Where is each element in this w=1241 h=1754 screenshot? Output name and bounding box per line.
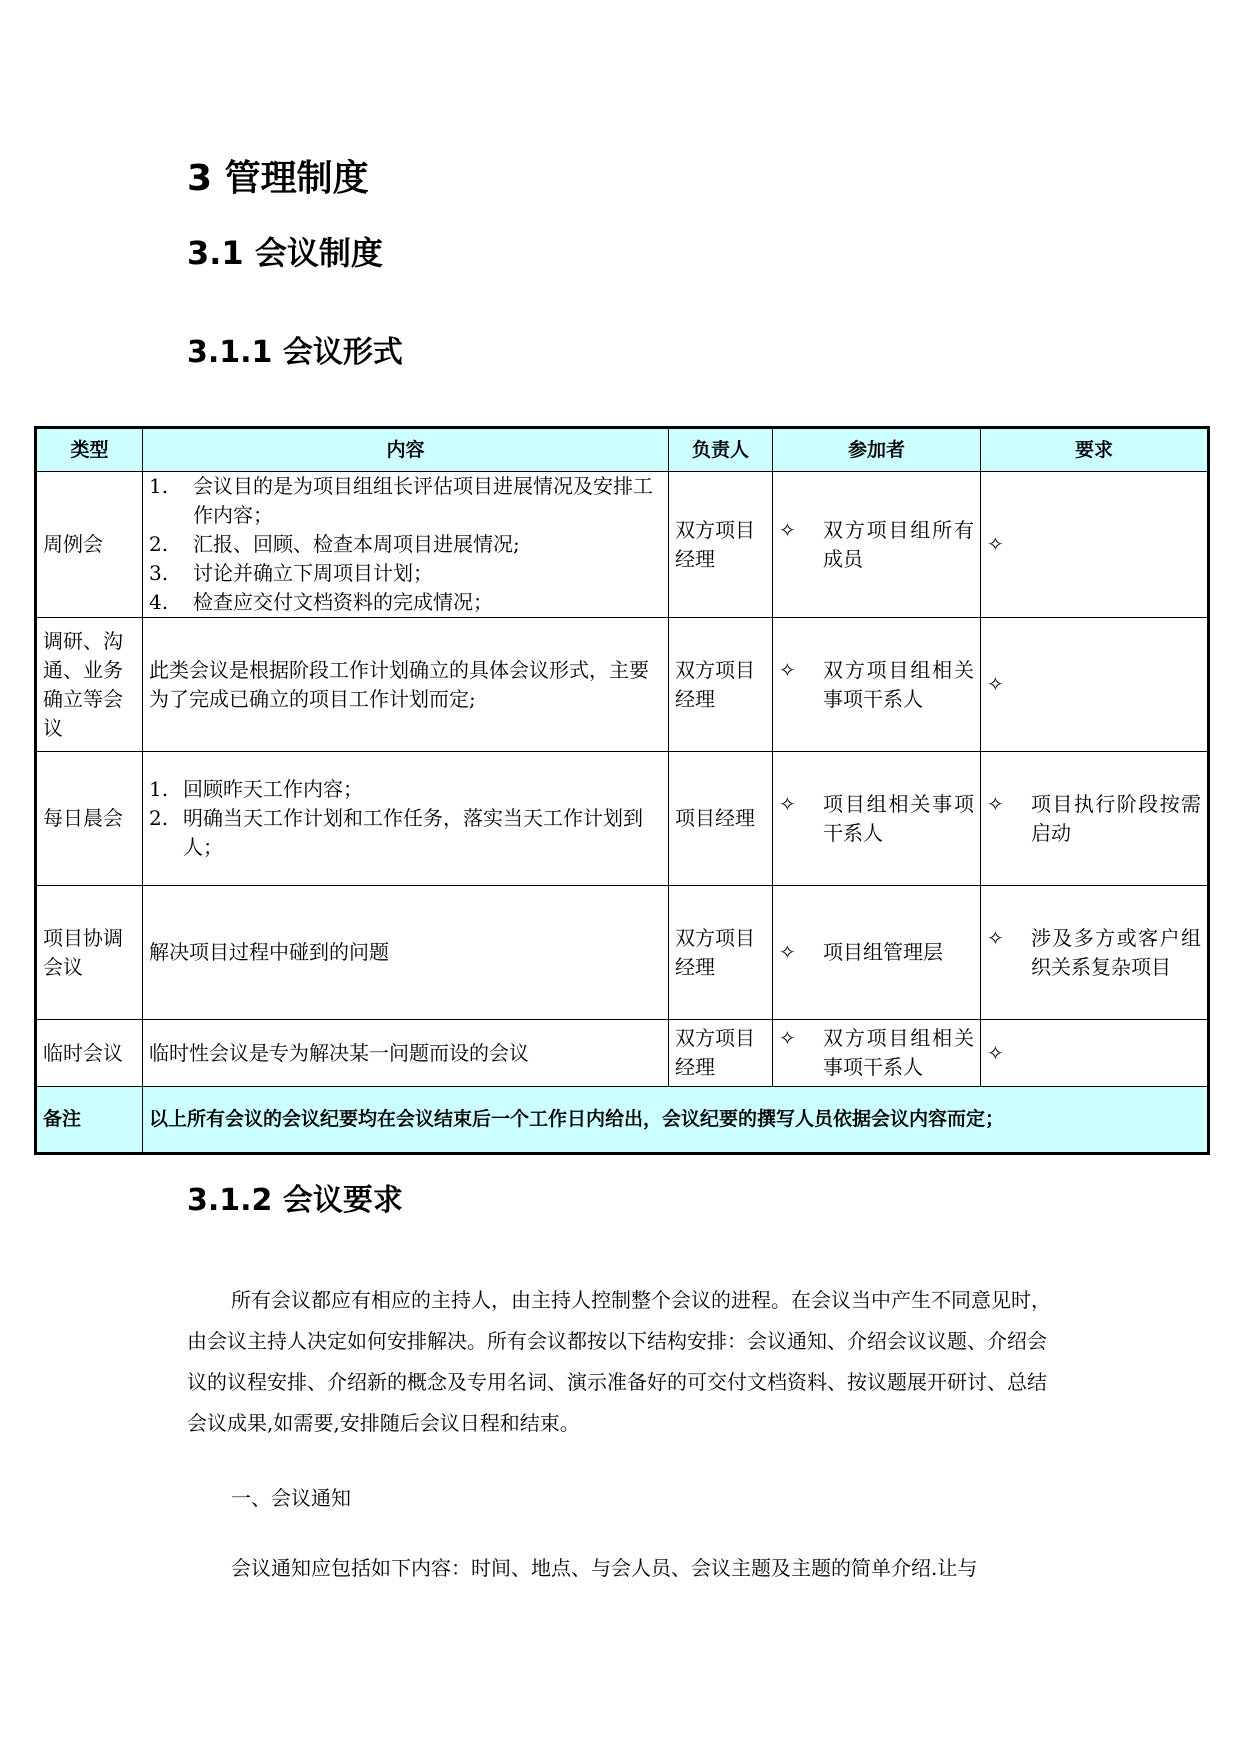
diamond-bullet-icon: ✧ <box>779 1026 796 1050</box>
chapter-heading: 3 管理制度 <box>187 158 369 199</box>
header-content: 内容 <box>143 428 669 472</box>
cell-participants: ✧ 双方项目组所有成员 <box>773 472 981 618</box>
diamond-bullet-icon: ✧ <box>779 791 796 816</box>
list-item: 3. 讨论并确立下周项目计划； <box>149 561 433 585</box>
content-list <box>149 775 662 862</box>
cell-content <box>143 752 669 886</box>
cell-type: 每日晨会 <box>36 752 143 886</box>
cell-requirement <box>981 1020 1209 1087</box>
table-row <box>36 886 1209 1020</box>
note-text: 以上所有会议的会议纪要均在会议结束后一个工作日内给出，会议纪要的撰写人员依据会议内容而定； <box>143 1087 1209 1154</box>
meeting-forms-table <box>34 426 1210 1155</box>
subsection-heading-meeting-forms: 3.1.1 会议形式 <box>187 335 403 370</box>
table-header-row <box>36 428 1209 472</box>
cell-owner: 项目经理 <box>669 752 773 886</box>
diamond-bullet-icon: ✧ <box>987 1040 1004 1065</box>
cell-content: 此类会议是根据阶段工作计划确立的具体会议形式，主要为了完成已确立的项目工作计划而定; <box>143 618 669 752</box>
diamond-bullet-icon: ✧ <box>987 672 1004 696</box>
section-heading: 3.1 会议制度 <box>187 234 383 272</box>
cell-owner: 双方项目经理 <box>669 886 773 1020</box>
content-list <box>149 472 662 617</box>
diamond-bullet-icon: ✧ <box>987 791 1004 816</box>
list-item: 2. 明确当天工作计划和工作任务，落实当天工作计划到人； <box>149 806 643 859</box>
list-item: 1. 会议目的是为项目组组长评估项目进展情况及安排工作内容； <box>149 474 653 527</box>
diamond-bullet-icon: ✧ <box>779 657 796 682</box>
cell-requirement <box>981 472 1209 618</box>
diamond-bullet-icon: ✧ <box>987 532 1004 556</box>
cell-content <box>143 472 669 618</box>
paragraph-notice-heading: 一、会议通知 <box>231 1486 351 1510</box>
cell-requirement: ✧ 项目执行阶段按需启动 <box>981 752 1209 886</box>
paragraph-meeting-structure: 所有会议都应有相应的主持人，由主持人控制整个会议的进程。在会议当中产生不同意见时，由会议主持人决定如何安排解决。所有会议都按以下结构安排：会议通知、介绍会议议题、介绍会议的议程安排、介绍新的概念及专用名词、演示准备好的可交付文档资料、按议题展开研讨、总结会议成果,如需要,安排随后会议日程和结束。 <box>187 1288 1051 1435</box>
header-participants: 参加者 <box>773 428 981 472</box>
diamond-bullet-icon: ✧ <box>779 517 796 542</box>
list-item: 1. 回顾昨天工作内容； <box>149 777 363 801</box>
table-row <box>36 618 1209 752</box>
diamond-bullet-icon: ✧ <box>779 940 796 964</box>
paragraph-notice-content: 会议通知应包括如下内容：时间、地点、与会人员、会议主题及主题的简单介绍.让与 <box>231 1556 978 1580</box>
note-label: 备注 <box>36 1087 143 1154</box>
cell-type: 项目协调会议 <box>36 886 143 1020</box>
list-item: 2. 汇报、回顾、检查本周项目进展情况; <box>149 532 520 556</box>
table-row <box>36 472 1209 618</box>
cell-owner: 双方项目经理 <box>669 1020 773 1087</box>
subsection-heading-meeting-requirements: 3.1.2 会议要求 <box>187 1183 403 1218</box>
cell-participants: ✧ 双方项目组相关事项干系人 <box>773 618 981 752</box>
cell-participants: ✧ 项目组相关事项干系人 <box>773 752 981 886</box>
cell-type: 周例会 <box>36 472 143 618</box>
header-owner: 负责人 <box>669 428 773 472</box>
cell-type: 临时会议 <box>36 1020 143 1087</box>
header-requirement: 要求 <box>981 428 1209 472</box>
diamond-bullet-icon: ✧ <box>987 925 1004 950</box>
list-item: 4. 检查应交付文档资料的完成情况； <box>149 590 493 614</box>
header-type: 类型 <box>36 428 143 472</box>
cell-content: 临时性会议是专为解决某一问题而设的会议 <box>143 1020 669 1087</box>
cell-owner: 双方项目经理 <box>669 472 773 618</box>
cell-requirement <box>981 618 1209 752</box>
cell-type: 调研、沟通、业务确立等会议 <box>36 618 143 752</box>
cell-requirement: ✧ 涉及多方或客户组织关系复杂项目 <box>981 886 1209 1020</box>
cell-content: 解决项目过程中碰到的问题 <box>143 886 669 1020</box>
cell-participants: ✧ 项目组管理层 <box>773 886 981 1020</box>
table-note-row <box>36 1087 1209 1154</box>
cell-participants: ✧ 双方项目组相关事项干系人 <box>773 1020 981 1087</box>
cell-owner: 双方项目经理 <box>669 618 773 752</box>
table-row <box>36 752 1209 886</box>
table-row <box>36 1020 1209 1087</box>
